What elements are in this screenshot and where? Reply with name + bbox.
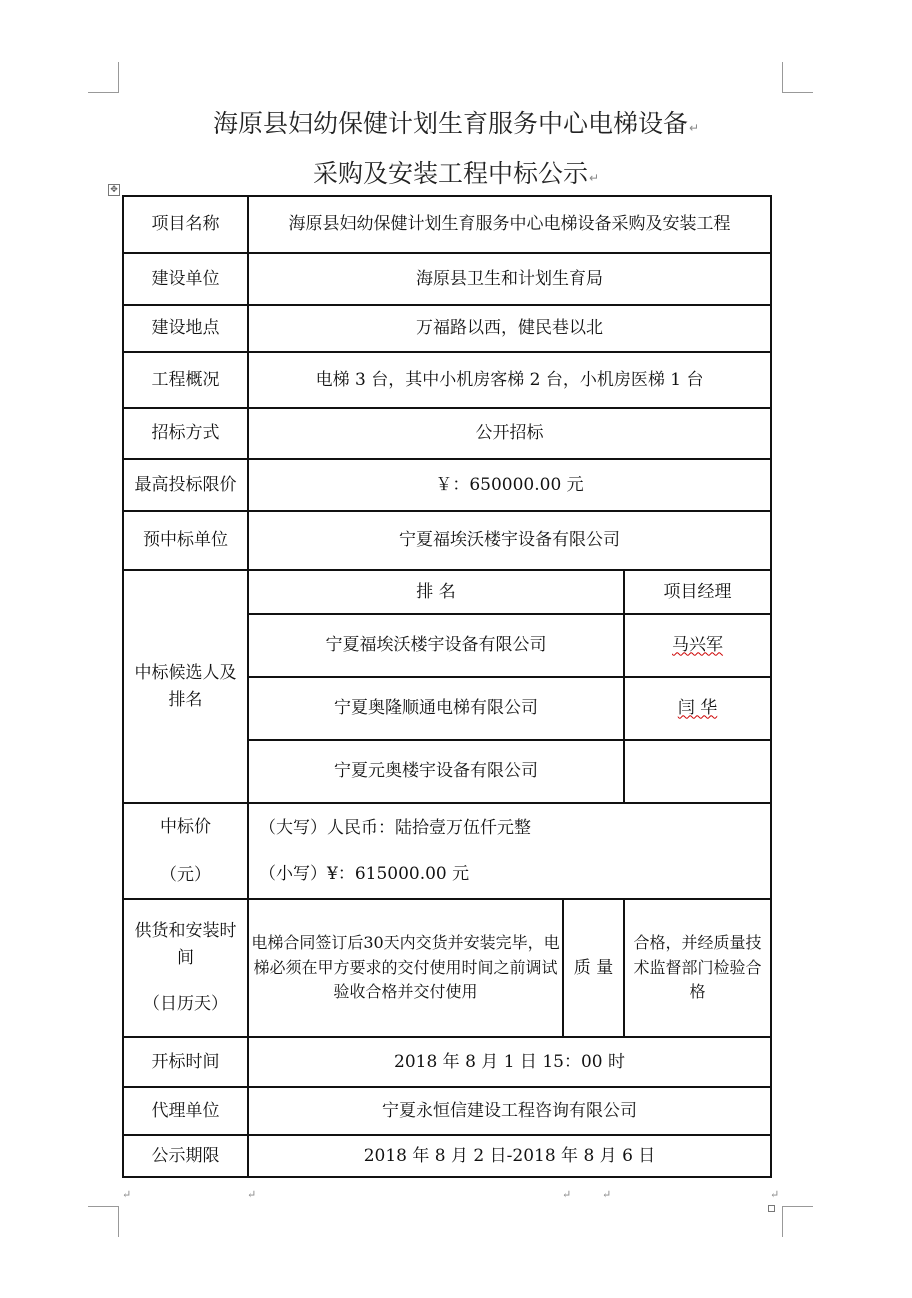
label-quality: 质 量 [563, 899, 624, 1037]
document-title-line-1 [0, 104, 912, 140]
end-of-cell-mark: ↵ [247, 1188, 257, 1201]
title-line-1-text: 海原县妇幼保健计划生育服务中心电梯设备 [212, 109, 688, 138]
document-title-line-2 [0, 154, 912, 190]
candidate-1-manager-text: 马兴军 [672, 635, 724, 656]
price-lower: （小写）¥：615000.00 元 [259, 864, 470, 884]
value-notice-period: 2018 年 8 月 2 日-2018 年 8 月 6 日 [248, 1135, 771, 1177]
paragraph-square-icon [768, 1205, 775, 1212]
row-candidates-header [123, 570, 771, 614]
end-of-cell-mark: ↵ [122, 1188, 132, 1201]
value-overview: 电梯 3 台，其中小机房客梯 2 台，小机房医梯 1 台 [248, 352, 771, 408]
candidate-1-manager [624, 614, 771, 677]
row-location [123, 305, 771, 352]
header-rank: 排 名 [248, 570, 624, 614]
crop-mark-bottom-left [88, 1206, 119, 1237]
label-price-line-1: 中标价 [160, 816, 211, 837]
bid-notice-table [122, 195, 772, 1178]
value-delivery: 电梯合同签订后30天内交货并安装完毕，电梯必须在甲方要求的交付使用时间之前调试验收合格并交付使用 [248, 899, 563, 1037]
candidate-3-manager [624, 740, 771, 803]
row-pre-winner [123, 511, 771, 570]
value-agency: 宁夏永恒信建设工程咨询有限公司 [248, 1087, 771, 1135]
value-pre-winner: 宁夏福埃沃楼宇设备有限公司 [248, 511, 771, 570]
label-max-price: 最高投标限价 [123, 459, 248, 511]
row-project-name [123, 196, 771, 253]
value-quality: 合格，并经质量技术监督部门检验合格 [624, 899, 771, 1037]
candidate-3-company: 宁夏元奥楼宇设备有限公司 [248, 740, 624, 803]
paragraph-mark: ↵ [688, 121, 700, 135]
label-delivery-line-2: （日历天） [143, 994, 228, 1015]
row-max-price [123, 459, 771, 511]
label-candidates: 中标候选人及排名 [123, 570, 248, 803]
paragraph-mark: ↵ [588, 171, 600, 185]
row-notice-period [123, 1135, 771, 1177]
value-max-price: ￥：650000.00 元 [248, 459, 771, 511]
label-delivery [123, 899, 248, 1037]
value-project-name: 海原县妇幼保健计划生育服务中心电梯设备采购及安装工程 [248, 196, 771, 253]
row-opening-time [123, 1037, 771, 1087]
row-agency [123, 1087, 771, 1135]
label-construction-unit: 建设单位 [123, 253, 248, 305]
value-bid-method: 公开招标 [248, 408, 771, 459]
candidate-2-manager-text: 闫 华 [677, 698, 718, 719]
value-price [248, 803, 771, 899]
crop-mark-top-right [782, 62, 813, 93]
label-location: 建设地点 [123, 305, 248, 352]
label-overview: 工程概况 [123, 352, 248, 408]
label-price-line-2: （元） [160, 865, 211, 885]
label-notice-period: 公示期限 [123, 1135, 248, 1177]
candidate-2-manager [624, 677, 771, 740]
row-delivery [123, 899, 771, 1037]
value-construction-unit: 海原县卫生和计划生育局 [248, 253, 771, 305]
label-opening-time: 开标时间 [123, 1037, 248, 1087]
label-pre-winner: 预中标单位 [123, 511, 248, 570]
row-bid-method [123, 408, 771, 459]
end-of-cell-mark: ↵ [602, 1188, 612, 1201]
end-of-cell-mark: ↵ [562, 1188, 572, 1201]
title-line-2-text: 采购及安装工程中标公示 [312, 159, 588, 188]
table-move-handle-icon[interactable]: ✥ [108, 184, 120, 196]
price-upper: （大写）人民币：陆拾壹万伍仟元整 [259, 817, 531, 838]
crop-mark-bottom-right [782, 1206, 813, 1237]
candidate-1-company: 宁夏福埃沃楼宇设备有限公司 [248, 614, 624, 677]
value-location: 万福路以西，健民巷以北 [248, 305, 771, 352]
label-price [123, 803, 248, 899]
value-opening-time: 2018 年 8 月 1 日 15：00 时 [248, 1037, 771, 1087]
label-delivery-line-1: 供货和安装时间 [134, 921, 237, 968]
candidate-2-company: 宁夏奥隆顺通电梯有限公司 [248, 677, 624, 740]
label-bid-method: 招标方式 [123, 408, 248, 459]
row-overview [123, 352, 771, 408]
header-manager: 项目经理 [624, 570, 771, 614]
row-price [123, 803, 771, 899]
label-agency: 代理单位 [123, 1087, 248, 1135]
crop-mark-top-left [88, 62, 119, 93]
row-construction-unit [123, 253, 771, 305]
end-of-cell-mark: ↵ [770, 1188, 780, 1201]
label-project-name: 项目名称 [123, 196, 248, 253]
